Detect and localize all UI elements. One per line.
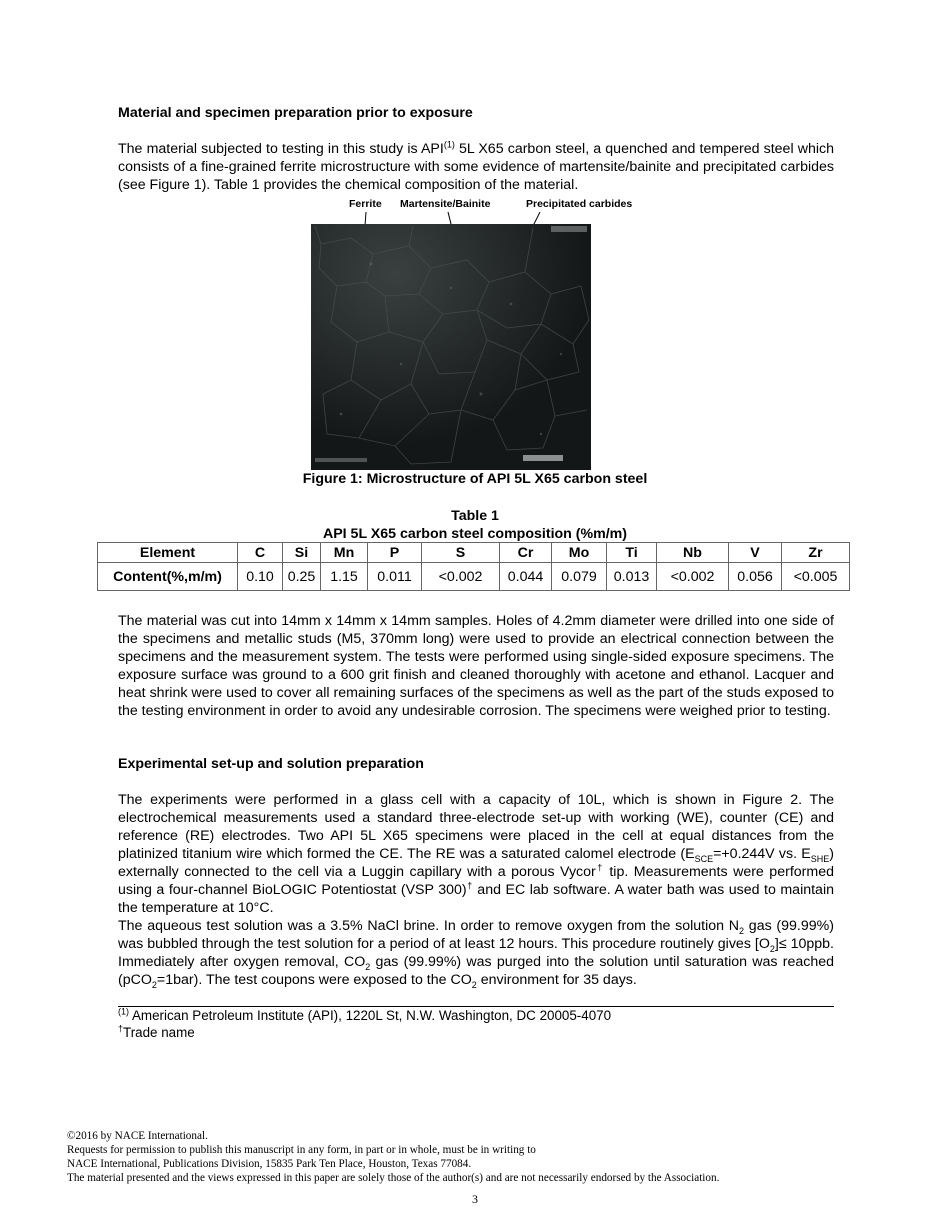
label-precipitated-carbides: Precipitated carbides bbox=[526, 198, 633, 210]
para-text: environment for 35 days. bbox=[476, 972, 637, 988]
subscript: SCE bbox=[694, 853, 714, 864]
footnote-mark: (1) bbox=[118, 1006, 129, 1017]
table-header-cell: Element bbox=[98, 543, 238, 563]
para-text: ) externally connected to the cell via a Luggin capillary with a porous Vycor bbox=[118, 846, 834, 880]
para-text: ]≤ 10ppb. Immediately after oxygen removal, CO bbox=[118, 936, 834, 970]
table-header-cell: Mn bbox=[321, 543, 368, 563]
subscript: 2 bbox=[151, 979, 157, 990]
footnote-trade-name bbox=[118, 1025, 195, 1041]
table-header-cell: Mo bbox=[552, 543, 607, 563]
table-row bbox=[98, 563, 850, 591]
section-heading-material: Material and specimen preparation prior to exposure bbox=[118, 105, 473, 121]
micrograph-texture bbox=[311, 224, 591, 470]
table-cell: Content(%,m/m) bbox=[98, 563, 238, 591]
table-cell: 0.079 bbox=[552, 563, 607, 591]
label-martensite-bainite: Martensite/Bainite bbox=[400, 198, 491, 210]
trademark-ref: † bbox=[466, 880, 473, 891]
paragraph-setup bbox=[118, 791, 834, 917]
para-text: =1bar). The test coupons were exposed to the CO bbox=[156, 972, 472, 988]
paragraph-specimen-preparation: The material was cut into 14mm x 14mm x 14mm samples. Holes of 4.2mm diameter were drilled into one side of the specimens and metallic studs (M5, 370mm long) were used to provide an electrical connection between the specimens and the measurement system. The tests were performed using single-sided exposure specimens. The exposure surface was ground to a 600 grit finish and cleaned thoroughly with acetone and ethanol. Lacquer and heat shrink were used to cover all remaining surfaces of the specimens as well as the part of the studs exposed to the testing environment in order to avoid any undesirable corrosion. The specimens were weighed prior to testing. bbox=[118, 613, 834, 719]
table-cell: 1.15 bbox=[321, 563, 368, 591]
table-number: Table 1 bbox=[451, 508, 499, 524]
table-cell: 0.056 bbox=[729, 563, 782, 591]
label-ferrite: Ferrite bbox=[349, 198, 382, 210]
para-text: =+0.244V vs. E bbox=[713, 846, 811, 862]
footnote-rule bbox=[118, 1006, 834, 1007]
para-text: gas (99.99%) was bubbled through the test solution for a period of at least 12 hours. This procedure routinely gives [O bbox=[118, 918, 834, 952]
section-heading-setup: Experimental set-up and solution preparation bbox=[118, 756, 424, 772]
microstructure-image bbox=[311, 224, 591, 470]
table-header-cell: Zr bbox=[782, 543, 850, 563]
table-header-cell: C bbox=[238, 543, 283, 563]
table-cell: 0.10 bbox=[238, 563, 283, 591]
paragraph-solution bbox=[118, 917, 834, 989]
table-cell: 0.25 bbox=[283, 563, 321, 591]
footnote-mark: † bbox=[118, 1023, 124, 1034]
composition-table bbox=[97, 542, 850, 591]
footnote-text: Trade name bbox=[123, 1025, 195, 1040]
figure-caption: Figure 1: Microstructure of API 5L X65 carbon steel bbox=[302, 471, 648, 487]
para-text: tip. Measurements were performed using a four-channel BioLOGIC Potentiostat (VSP 300) bbox=[118, 864, 834, 898]
copyright-notice bbox=[67, 1129, 719, 1185]
para-text: The material subjected to testing in this study is API bbox=[118, 141, 444, 157]
footnote-ref: (1) bbox=[443, 139, 455, 150]
subscript: 2 bbox=[365, 961, 371, 972]
footnote-api bbox=[118, 1008, 611, 1024]
footnote-text: American Petroleum Institute (API), 1220L St, N.W. Washington, DC 20005-4070 bbox=[129, 1008, 612, 1023]
table-cell: <0.002 bbox=[422, 563, 500, 591]
table-header-cell: Ti bbox=[607, 543, 657, 563]
table-title: API 5L X65 carbon steel composition (%m/m) bbox=[322, 526, 628, 542]
para-text: gas (99.99%) was purged into the solution until saturation was reached (pCO bbox=[118, 954, 834, 988]
para-text: 5L X65 carbon steel, a quenched and tempered steel which consists of a fine-grained ferrite microstructure with some evidence of martensite/bainite and precipitated carbides (see Figure 1). Table 1 provides the chemical composition of the material. bbox=[118, 141, 834, 193]
notice-line: NACE International, Publications Division, 15835 Park Ten Place, Houston, Texas 77084. bbox=[67, 1158, 472, 1170]
table-header-cell: S bbox=[422, 543, 500, 563]
notice-line: ©2016 by NACE International. bbox=[67, 1130, 208, 1142]
table-cell: 0.013 bbox=[607, 563, 657, 591]
table-header-cell: Nb bbox=[657, 543, 729, 563]
table-cell: <0.002 bbox=[657, 563, 729, 591]
subscript: 2 bbox=[471, 979, 477, 990]
table-header-cell: Si bbox=[283, 543, 321, 563]
table-header-cell: Cr bbox=[500, 543, 552, 563]
table-header-cell: P bbox=[368, 543, 422, 563]
notice-line: Requests for permission to publish this manuscript in any form, in part or in whole, must be in writing to bbox=[67, 1144, 536, 1156]
page-number: 3 bbox=[472, 1192, 478, 1206]
para-text: The aqueous test solution was a 3.5% NaCl brine. In order to remove oxygen from the solution N bbox=[118, 918, 740, 934]
table-cell: <0.005 bbox=[782, 563, 850, 591]
trademark-ref: † bbox=[595, 862, 604, 873]
table-cell: 0.044 bbox=[500, 563, 552, 591]
table-header-cell: V bbox=[729, 543, 782, 563]
table-cell: 0.011 bbox=[368, 563, 422, 591]
subscript: 2 bbox=[769, 943, 775, 954]
para-text: and EC lab software. A water bath was used to maintain the temperature at 10°C. bbox=[118, 882, 834, 916]
subscript: SHE bbox=[810, 853, 830, 864]
notice-line: The material presented and the views expressed in this paper are solely those of the author(s) and are not necessarily endorsed by the Association. bbox=[67, 1172, 720, 1184]
table-header-row bbox=[98, 543, 850, 563]
para-text: The experiments were performed in a glass cell with a capacity of 10L, which is shown in Figure 2. The electrochemical measurements used a standard three-electrode set-up with working (WE), counter (CE) and reference (RE) electrodes. Two API 5L X65 specimens were placed in the cell at equal distances from the platinized titanium wire which formed the CE. The RE was a saturated calomel electrode (E bbox=[118, 792, 834, 862]
subscript: 2 bbox=[739, 925, 745, 936]
